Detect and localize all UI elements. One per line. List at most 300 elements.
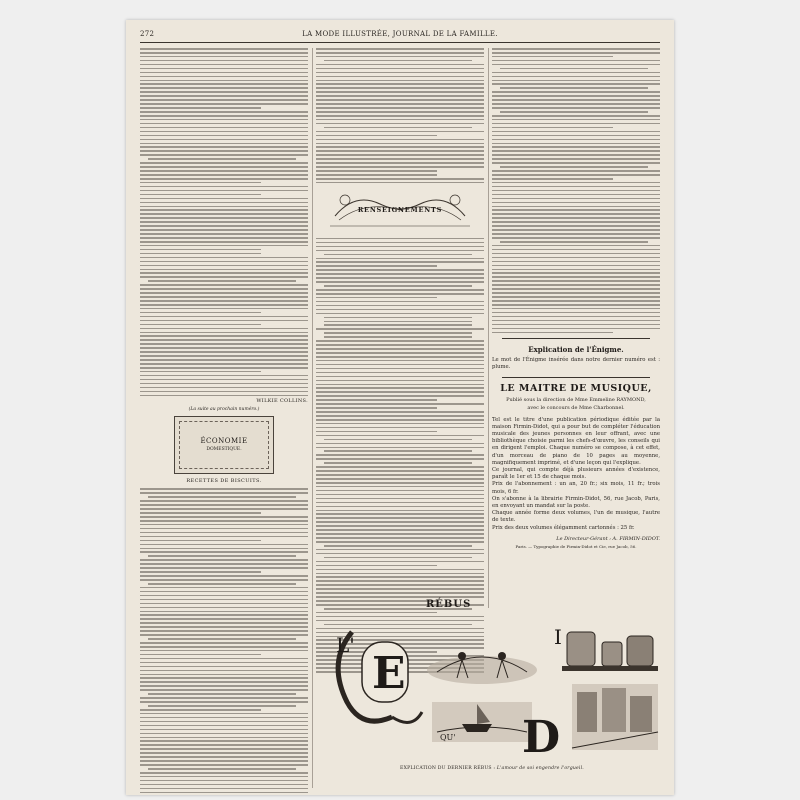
text-line <box>316 178 484 180</box>
text-line <box>140 642 308 644</box>
text-line <box>500 68 648 70</box>
text-line <box>316 573 484 575</box>
text-line <box>316 146 484 148</box>
text-line <box>316 328 484 330</box>
text-line <box>140 139 308 141</box>
text-line <box>140 760 308 762</box>
text-line <box>316 119 484 121</box>
text-line <box>140 516 308 518</box>
svg-text:E: E <box>372 648 406 699</box>
text-line <box>140 654 261 656</box>
text-line <box>148 583 296 585</box>
text-line <box>324 317 472 319</box>
printer-line: Paris. — Typographie de Firmin-Didot et Cie, rue Jacob, 56. <box>515 543 637 549</box>
text-line <box>316 289 484 291</box>
text-line <box>324 462 472 464</box>
text-line <box>316 553 484 555</box>
city-street-icon <box>572 684 658 750</box>
text-line <box>316 293 484 295</box>
text-line <box>316 174 437 176</box>
text-line <box>492 320 660 322</box>
text-line <box>140 229 308 231</box>
text-line <box>316 391 484 393</box>
text-line <box>492 308 660 310</box>
text-line <box>316 565 437 567</box>
text-line <box>492 107 660 109</box>
text-line <box>492 119 660 121</box>
text-line <box>140 792 308 794</box>
text-line <box>140 536 308 538</box>
text-line <box>140 646 308 648</box>
text-line <box>140 304 308 306</box>
text-line <box>316 52 484 54</box>
text-line <box>492 139 660 141</box>
text-line <box>316 158 484 160</box>
text-line <box>140 276 308 278</box>
renseignements-title: RENSEIGNEMENTS <box>357 205 443 214</box>
text-line <box>140 257 308 259</box>
text-line <box>492 217 660 219</box>
text-line <box>316 162 484 164</box>
text-line <box>140 76 308 78</box>
text-line <box>492 60 660 62</box>
text-line <box>316 48 484 50</box>
text-line <box>140 249 261 251</box>
column-3 <box>492 48 660 549</box>
text-line <box>492 229 660 231</box>
text-line <box>492 316 660 318</box>
text-line <box>492 304 660 306</box>
text-line <box>492 56 613 58</box>
text-line <box>140 780 308 782</box>
text-line <box>316 447 484 449</box>
music-body: Tel est le titre d'une publication périodique éditée par la maison Firmin-Didot, qui a pour but de compléter l'éducation musicale des jeunes personnes en leur offrant, avec une bibliothèque choisie parmi les chefs-d'œuvre, les conseils qui en dirigent l'emploi. Chaque numéro se compose, à cet effet, d'un morceau de piano de 10 pages au moyenne, magnifiquement imprimé, et d'une leçon qui l'explique. <box>492 416 660 466</box>
text-line <box>316 277 484 279</box>
text-line <box>140 343 308 345</box>
text-line <box>140 748 308 750</box>
text-line <box>492 280 660 282</box>
text-line <box>140 359 308 361</box>
text-line <box>492 300 660 302</box>
text-line <box>492 146 660 148</box>
text-line <box>316 135 437 137</box>
text-line <box>316 95 484 97</box>
text-line <box>140 689 308 691</box>
music-subtitle: Publié sous la direction de Mme Emmeline RAYMOND, <box>506 396 646 403</box>
text-line <box>140 544 308 546</box>
text-line <box>148 280 296 282</box>
text-line <box>492 135 660 137</box>
text-line <box>140 764 308 766</box>
text-line <box>316 380 484 382</box>
text-line <box>140 64 308 66</box>
text-line <box>140 111 308 113</box>
page-header <box>140 28 660 42</box>
text-line <box>316 123 484 125</box>
rebus-illustration <box>322 612 662 762</box>
text-line <box>140 725 308 727</box>
text-line <box>492 52 660 54</box>
text-line <box>140 269 308 271</box>
text-line <box>500 111 648 113</box>
text-line <box>140 504 308 506</box>
text-line <box>140 524 308 526</box>
text-line <box>316 143 484 145</box>
text-line <box>316 423 484 425</box>
text-line <box>492 198 660 200</box>
text-line <box>492 178 613 180</box>
text-line <box>492 115 660 117</box>
text-line <box>140 756 308 758</box>
text-line <box>492 292 660 294</box>
text-line <box>140 379 308 381</box>
text-line <box>316 99 484 101</box>
text-line <box>492 72 660 74</box>
text-line <box>140 614 308 616</box>
text-line <box>140 367 308 369</box>
text-line <box>140 135 308 137</box>
text-line <box>140 618 308 620</box>
text-line <box>140 532 308 534</box>
text-line <box>316 561 484 563</box>
text-line <box>316 281 484 283</box>
text-line <box>140 697 308 699</box>
text-line <box>316 541 484 543</box>
text-line <box>324 254 472 256</box>
text-line <box>316 458 484 460</box>
text-line <box>316 443 484 445</box>
text-line <box>140 131 308 133</box>
text-line <box>316 435 484 437</box>
text-line <box>140 221 308 223</box>
text-line <box>492 269 660 271</box>
text-line <box>316 494 484 496</box>
text-line <box>316 83 484 85</box>
rebus-caption-prefix: EXPLICATION DU DERNIER RÉBUS : <box>400 766 496 771</box>
economy-banner-title: ÉCONOMIE <box>200 437 248 446</box>
text-line <box>140 347 308 349</box>
text-line <box>140 540 261 542</box>
text-line <box>140 292 308 294</box>
text-line <box>492 64 660 66</box>
text-line <box>492 91 660 93</box>
text-line <box>316 588 484 590</box>
text-line <box>140 178 308 180</box>
text-line <box>316 301 484 303</box>
text-line <box>140 733 308 735</box>
text-line <box>140 119 308 121</box>
text-line <box>140 488 308 490</box>
text-line <box>140 206 308 208</box>
text-line <box>140 245 308 247</box>
text-line <box>140 115 308 117</box>
text-line <box>492 312 660 314</box>
text-line <box>140 630 308 632</box>
text-line <box>492 123 660 125</box>
text-line <box>140 677 308 679</box>
text-line <box>140 320 308 322</box>
text-line <box>140 335 308 337</box>
text-line <box>148 158 296 160</box>
text-line <box>492 80 660 82</box>
text-line <box>140 607 308 609</box>
text-line <box>140 559 308 561</box>
text-line <box>492 225 660 227</box>
text-line <box>492 245 660 247</box>
text-line <box>316 344 484 346</box>
text-line <box>492 221 660 223</box>
text-line <box>316 170 437 172</box>
text-line <box>316 498 484 500</box>
bound-price-text: Prix des deux volumes élégamment cartonnés : 25 fr. <box>492 524 635 531</box>
text-line <box>316 403 484 405</box>
column-1 <box>140 48 308 795</box>
text-line <box>316 513 484 515</box>
text-line <box>492 83 660 85</box>
text-line <box>140 492 308 494</box>
text-line <box>492 253 660 255</box>
text-line <box>492 265 660 267</box>
text-line <box>316 246 484 248</box>
text-line <box>140 752 308 754</box>
text-line <box>316 454 484 456</box>
text-line <box>140 591 308 593</box>
text-line <box>140 744 308 746</box>
text-line <box>140 548 308 550</box>
text-line <box>324 439 472 441</box>
text-line <box>324 285 472 287</box>
text-line <box>140 324 261 326</box>
text-line <box>492 190 660 192</box>
text-line <box>316 415 484 417</box>
text-line <box>140 717 308 719</box>
text-line <box>316 368 484 370</box>
text-line <box>140 233 308 235</box>
text-line <box>316 387 484 389</box>
text-line <box>500 166 648 168</box>
text-line <box>140 784 308 786</box>
text-line <box>140 217 308 219</box>
text-line <box>492 95 660 97</box>
story-text <box>140 48 308 396</box>
text-line <box>316 64 484 66</box>
text-line <box>324 60 472 62</box>
text-line <box>316 596 484 598</box>
text-line <box>492 162 660 164</box>
text-line <box>492 158 660 160</box>
text-line <box>148 638 296 640</box>
text-line <box>140 296 308 298</box>
text-line <box>140 300 308 302</box>
music-title: LE MAITRE DE MUSIQUE, <box>500 382 652 394</box>
text-line <box>140 737 308 739</box>
enigma-text: Le mot de l'Énigme insérée dans notre dernier numéro est : plume. <box>492 357 660 371</box>
text-line <box>140 56 308 58</box>
economy-banner-subtitle: DOMESTIQUE. <box>206 447 242 453</box>
text-line <box>316 395 484 397</box>
text-line <box>492 194 660 196</box>
music-subtitle-2: avec le concours de Mme Charbonnel. <box>527 404 625 411</box>
text-line <box>148 705 296 707</box>
price-text: Prix de l'abonnement : un an, 20 fr.; six mois, 11 fr.; trois mois, 6 fr. <box>492 481 660 495</box>
header-rule <box>140 42 660 43</box>
text-line <box>140 709 261 711</box>
text-line <box>316 478 484 480</box>
text-line <box>316 399 437 401</box>
text-line <box>148 555 296 557</box>
rebus-caption-answer: L'amour de soi engendre l'orgueil. <box>496 766 584 771</box>
answers-text <box>492 48 660 333</box>
text-line <box>316 250 484 252</box>
text-line <box>140 595 308 597</box>
text-line <box>140 284 308 286</box>
text-line <box>316 407 437 409</box>
text-line <box>140 95 308 97</box>
rebus-title: RÉBUS <box>426 599 472 610</box>
text-line <box>140 528 308 530</box>
text-line <box>316 360 484 362</box>
text-line <box>140 363 308 365</box>
text-line <box>140 681 308 683</box>
text-line <box>140 611 308 613</box>
text-line <box>140 788 308 790</box>
text-line <box>148 496 296 498</box>
text-line <box>324 321 472 323</box>
text-line <box>140 209 308 211</box>
text-line <box>316 529 484 531</box>
text-line <box>316 139 484 141</box>
text-line <box>140 563 308 565</box>
text-line <box>316 486 484 488</box>
rebus-caption <box>322 766 662 771</box>
text-line <box>316 569 484 571</box>
text-line <box>140 500 308 502</box>
text-line <box>140 603 308 605</box>
text-line <box>316 533 484 535</box>
text-line <box>316 111 484 113</box>
text-line <box>140 634 308 636</box>
rebus-letter-qu: QU' <box>440 733 456 742</box>
economy-banner <box>174 416 274 474</box>
text-line <box>316 419 484 421</box>
page-number: 272 <box>140 30 155 38</box>
text-line <box>316 482 484 484</box>
text-line <box>324 324 472 326</box>
text-line <box>316 372 484 374</box>
text-line <box>316 510 484 512</box>
text-line <box>140 99 308 101</box>
text-line <box>140 351 308 353</box>
text-line <box>148 768 296 770</box>
text-line <box>316 131 484 133</box>
text-line <box>492 257 660 259</box>
recipes-text <box>140 488 308 795</box>
text-line <box>140 194 261 196</box>
text-line <box>140 520 308 522</box>
text-line <box>140 551 308 553</box>
text-line <box>140 68 308 70</box>
text-line <box>140 83 308 85</box>
author-signature: WILKIE COLLINS. <box>256 398 308 405</box>
text-line <box>500 87 648 89</box>
text-line <box>140 237 308 239</box>
text-line <box>316 68 484 70</box>
text-line <box>140 91 308 93</box>
text-line <box>140 190 308 192</box>
text-line <box>492 249 660 251</box>
music-schedule: Ce journal, qui compte déjà plusieurs années d'existence, paraît le 1er et 15 de chaque mois. <box>492 466 660 481</box>
text-line <box>316 502 484 504</box>
text-line <box>492 154 660 156</box>
text-line <box>140 202 308 204</box>
text-line <box>140 355 308 357</box>
text-line <box>140 512 261 514</box>
text-line <box>500 241 648 243</box>
text-line <box>140 375 308 377</box>
text-line <box>492 233 660 235</box>
text-line <box>492 296 660 298</box>
text-line <box>492 209 660 211</box>
text-line <box>492 103 660 105</box>
text-line <box>140 213 308 215</box>
text-line <box>140 52 308 54</box>
text-line <box>324 332 472 334</box>
text-line <box>140 599 308 601</box>
text-line <box>324 336 472 338</box>
column-2 <box>316 48 484 675</box>
text-line <box>140 567 308 569</box>
text-line <box>492 186 660 188</box>
text-line <box>148 693 296 695</box>
text-line <box>316 238 484 240</box>
text-line <box>140 198 308 200</box>
text-line <box>140 626 308 628</box>
text-line <box>140 143 308 145</box>
text-line <box>324 557 472 559</box>
text-line <box>316 273 484 275</box>
text-line <box>316 305 484 307</box>
text-line <box>140 587 308 589</box>
text-line <box>140 658 308 660</box>
text-line <box>316 56 484 58</box>
text-line <box>492 76 660 78</box>
text-line <box>140 107 261 109</box>
text-line <box>316 352 484 354</box>
text-line <box>140 650 308 652</box>
text-line <box>492 276 660 278</box>
text-line <box>316 384 484 386</box>
text-line <box>140 272 308 274</box>
text-line <box>140 150 308 152</box>
text-line <box>140 508 308 510</box>
enigma-title: Explication de l'Énigme. <box>528 345 624 355</box>
text-line <box>140 316 308 318</box>
text-line <box>316 72 484 74</box>
text-line <box>140 662 308 664</box>
text-line <box>316 297 437 299</box>
column-separator <box>312 48 313 788</box>
text-line <box>140 174 308 176</box>
text-line <box>140 123 308 125</box>
text-line <box>140 166 308 168</box>
text-line <box>492 328 660 330</box>
text-line <box>316 411 484 413</box>
text-line <box>140 387 308 389</box>
text-line <box>316 364 484 366</box>
text-line <box>316 427 484 429</box>
text-line <box>316 537 484 539</box>
text-line <box>140 701 308 703</box>
